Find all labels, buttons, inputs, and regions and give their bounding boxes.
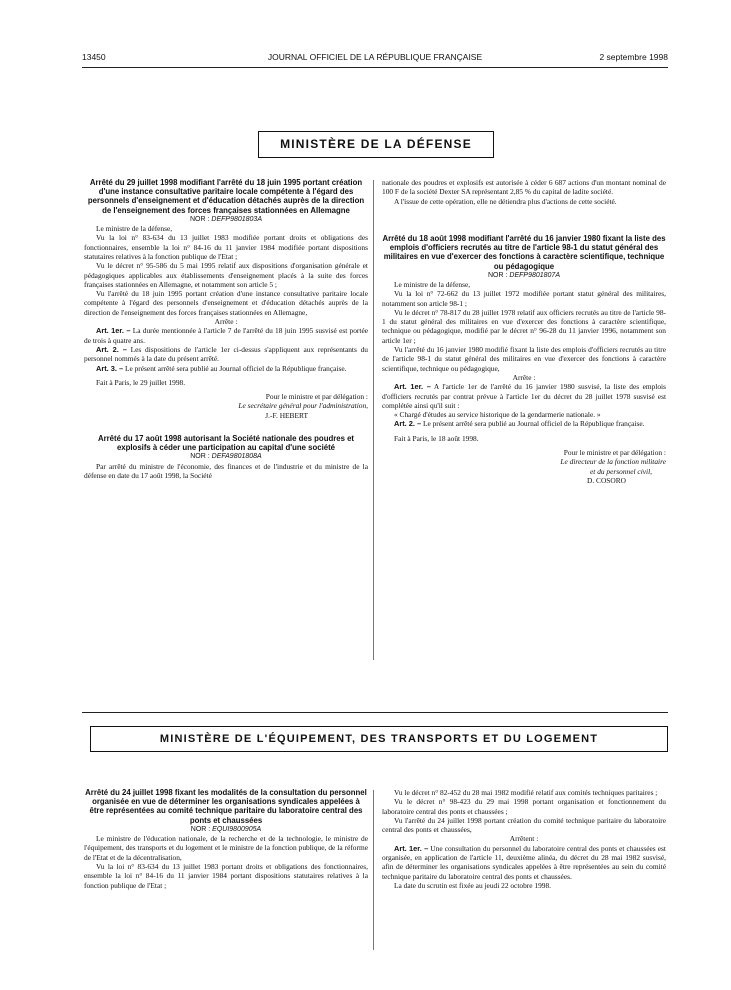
paragraph: Vu le décret n° 98-423 du 29 mai 1998 portant organisation et fonctionnement du laboratoire central des ponts et chaussées ; bbox=[382, 797, 666, 816]
article: Art. 2. – Le présent arrêté sera publié au Journal officiel de la République française. bbox=[394, 419, 645, 429]
paragraph: Vu la loi n° 83-634 du 13 juillet 1983 portant droits et obligations des fonctionnaires, ensemble la loi n° 84-16 du 11 janvier 1984 portant dispositions statutaires relatives à la fonction publique de l'Etat ; bbox=[84, 862, 368, 890]
signatory-name: J.-F. HEBERT bbox=[265, 410, 308, 420]
article: Art. 1er. – Une consultation du personnel du laboratoire central des ponts et chaussées est organisée, en application de l'article 11, deuxième alinéa, du décret du 28 mai 1982 susvisé, afin de déterminer les organisations syndicales appelées à être représentées au sein du comité technique paritaire du laboratoire central des ponts et chaussées. bbox=[382, 843, 666, 881]
paragraph: Vu l'arrêté du 24 juillet 1998 portant création du comité technique paritaire du laboratoire central des ponts et chaussées, bbox=[382, 815, 666, 835]
column-divider bbox=[373, 180, 374, 660]
paragraph: nationale des poudres et explosifs est autorisée à céder 6 687 actions d'un montant nominal de 100 F de la société Dexter SA représentant 2,85 % du capital de ladite société. bbox=[382, 178, 666, 197]
paragraph: Vu le décret n° 95-586 du 5 mai 1995 relatif aux dispositions d'organisation générale et pédagogiques applicables aux établissements d'enseignement placés à la suite des forces françaises stationnées en Allemagne, et notamment son article 5 ; bbox=[84, 261, 368, 289]
signature-place-date: Fait à Paris, le 18 août 1998. bbox=[394, 433, 479, 443]
paragraph: Vu la loi n° 72-662 du 13 juillet 1972 modifiée portant statut général des militaires, notamment son article 98-1 ; bbox=[382, 289, 666, 308]
paragraph: Vu l'arrêté du 16 janvier 1980 modifié fixant la liste des emplois d'officiers recrutés au titre de l'article 98-1 du statut général des militaires en vue d'exercer des fonctions à caractère scientifique, technique ou pédagogique, bbox=[382, 345, 666, 373]
decree-title: Arrêté du 29 juillet 1998 modifiant l'arrêté du 18 juin 1995 portant création d'une instance consultative paritaire locale compétente à l'égard des personnels d'enseignement et d'éducation détachés auprès de la direction de l'enseignement des forces françaises stationnées en Allemagne bbox=[87, 178, 365, 215]
decree-title: Arrêté du 18 août 1998 modifiant l'arrêté du 16 janvier 1980 fixant la liste des emplois d'officiers recrutés au titre de l'article 98-1 du statut général des militaires en vue d'exercer des fonctions à caractère scientifique, technique ou pédagogique bbox=[382, 233, 666, 271]
article: Art. 1er. – La durée mentionnée à l'article 7 de l'arrêté du 18 juin 1995 susvisé est portée de trois à quatre ans. bbox=[84, 326, 369, 345]
decree-title: Arrêté du 24 juillet 1998 fixant les modalités de la consultation du personnel organisée en vue de déterminer les organisations syndicales appelées à être représentées au comité technique paritaire du laboratoire central des ponts et chaussées bbox=[85, 788, 367, 825]
paragraph: Vu l'arrêté du 18 juin 1995 portant création d'une instance consultative paritaire locale compétente à l'égard des personnels d'enseignement et d'éducation détachés auprès de la direction de l'enseignement des forces françaises stationnées en Allemagne, bbox=[84, 289, 368, 317]
arrete-heading: Arrête : bbox=[214, 317, 238, 327]
paragraph: A l'issue de cette opération, elle ne détiendra plus d'actions de cette société. bbox=[394, 196, 617, 206]
section-title-defense: MINISTÈRE DE LA DÉFENSE bbox=[258, 131, 494, 158]
column-right-defense bbox=[382, 178, 666, 485]
header-rule bbox=[82, 67, 668, 68]
paragraph: Le ministre de la défense, bbox=[96, 224, 173, 234]
signature-role: Le directeur de la fonction militaire bbox=[560, 457, 666, 467]
signature-place-date: Fait à Paris, le 29 juillet 1998. bbox=[96, 377, 186, 387]
article: Art. 3. – Le présent arrêté sera publié au Journal officiel de la République française. bbox=[96, 363, 347, 373]
signatory-name: D. COSORO bbox=[586, 475, 626, 485]
paragraph: La date du scrutin est fixée au jeudi 22 octobre 1998. bbox=[394, 880, 552, 890]
signature-delegation: Pour le ministre et par délégation : bbox=[563, 448, 666, 458]
paragraph: Vu la loi n° 83-634 du 13 juillet 1983 modifiée portant droits et obligations des fonctionnaires, ensemble la loi n° 84-16 du 11 janvier 1984 modifiée portant dispositions statutaires relatives à la fonction publique de l'Etat ; bbox=[84, 233, 368, 261]
running-header bbox=[82, 52, 668, 66]
nor-reference: NOR : EQUI9800905A bbox=[190, 825, 262, 833]
quoted-amendment: « Chargé d'études au service historique de la gendarmerie nationale. » bbox=[394, 410, 601, 420]
section-rule bbox=[82, 712, 668, 713]
nor-reference: NOR : DEFA9801808A bbox=[190, 453, 262, 461]
paragraph: Le ministre de l'éducation nationale, de la recherche et de la technologie, le ministre de l'équipement, des transports et du logement et le ministre de la fonction publique, de la réforme de l'Etat et de la décentralisation, bbox=[84, 834, 368, 862]
signature-delegation: Pour le ministre et par délégation : bbox=[265, 392, 368, 402]
arrete-heading: Arrête : bbox=[512, 372, 536, 382]
signature-role: et du personnel civil, bbox=[590, 466, 652, 476]
section-title-equipement: MINISTÈRE DE L'ÉQUIPEMENT, DES TRANSPORTS ET DU LOGEMENT bbox=[90, 726, 668, 752]
paragraph: Par arrêté du ministre de l'économie, des finances et de l'industrie et du ministre de la défense en date du 17 août 1998, la Société bbox=[84, 461, 368, 481]
issue-date: 2 septembre 1998 bbox=[599, 52, 668, 62]
paragraph: Vu le décret n° 82-452 du 28 mai 1982 modifié relatif aux comités techniques paritaires ; bbox=[394, 788, 658, 797]
paragraph: Le ministre de la défense, bbox=[394, 280, 471, 289]
article: Art. 2. – Les dispositions de l'article 1er ci-dessus s'appliquent aux représentants du personnel nommés à la date du présent arrêté. bbox=[84, 344, 368, 364]
article: Art. 1er. – A l'article 1er de l'arrêté du 16 janvier 1980 susvisé, la liste des emplois d'officiers recrutés par contrat prévue à l'article 1er du décret du 28 juillet 1978 susvisé est complétée ainsi qu'il suit : bbox=[382, 382, 666, 410]
arrete-heading: Arrêtent : bbox=[509, 834, 539, 844]
page-number: 13450 bbox=[82, 52, 106, 62]
column-left-equipement bbox=[84, 788, 368, 890]
journal-title: JOURNAL OFFICIEL DE LA RÉPUBLIQUE FRANÇAISE bbox=[267, 52, 483, 62]
column-right-equipement bbox=[382, 788, 666, 890]
decree-title: Arrêté du 17 août 1998 autorisant la Société nationale des poudres et explosifs à céder une participation au capital d'une société bbox=[97, 434, 355, 453]
paragraph: Vu le décret n° 78-817 du 28 juillet 1978 relatif aux officiers recrutés au titre de l'article 98-1 du statut général des militaires en vue d'exercer des fonctions à caractère scientifique, technique ou pédagogique, modifié par le décret n° 96-28 du 11 janvier 1996, notamment son article 1er ; bbox=[382, 307, 666, 345]
nor-reference: NOR : DEFP9801807A bbox=[488, 271, 560, 279]
nor-reference: NOR : DEFP9801803A bbox=[190, 215, 262, 223]
column-left-defense bbox=[84, 178, 368, 480]
signature-role: Le secrétaire général pour l'administration, bbox=[238, 401, 368, 411]
column-divider bbox=[373, 790, 374, 950]
